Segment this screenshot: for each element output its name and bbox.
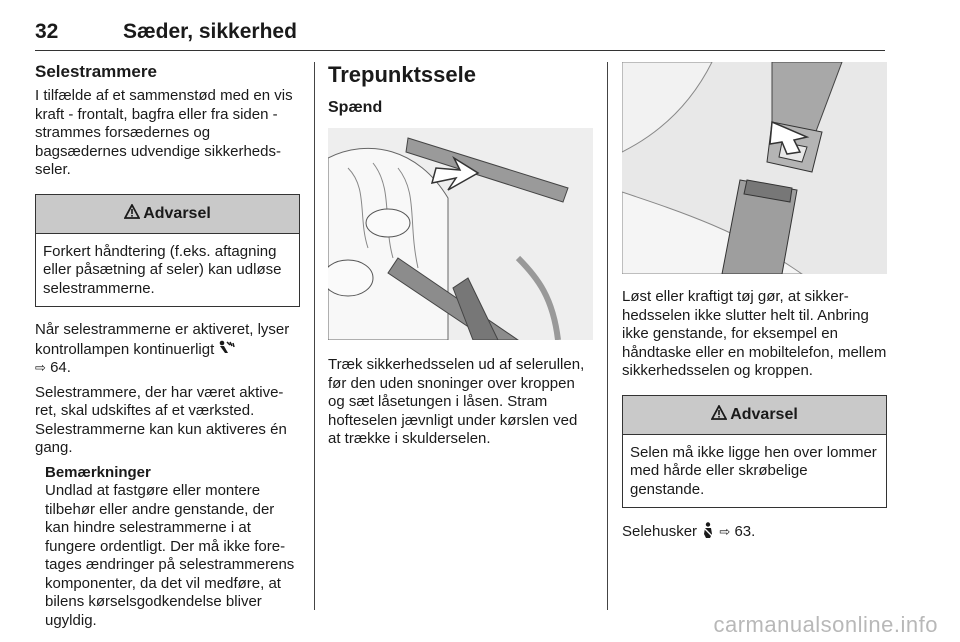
column-divider — [314, 62, 315, 610]
warning-box — [35, 194, 300, 308]
warning-title: Advarsel — [143, 204, 211, 222]
warning-triangle-icon — [711, 405, 727, 424]
paragraph: Selestrammere, der har været aktiveret, skal udskiftes af et værksted. Selestrammerne kan kun aktiveres én gang. — [35, 383, 287, 456]
warning-box — [622, 395, 887, 509]
paragraph — [35, 321, 300, 378]
illustration-buckle-seatbelt — [328, 128, 593, 340]
illustration-buckle-latch — [622, 62, 887, 274]
page-header — [35, 14, 885, 51]
page-ref-arrow-icon: ⇨ — [35, 360, 46, 375]
page-ref[interactable]: 64. — [50, 359, 71, 376]
note-title: Bemærkninger — [45, 463, 151, 481]
page-number: 32 — [35, 20, 59, 43]
note-block — [35, 464, 300, 631]
warning-triangle-icon — [124, 204, 140, 223]
warning-header — [36, 195, 299, 234]
chapter-title: Sæder, sikkerhed — [123, 20, 297, 43]
section-heading: Selestrammere — [35, 62, 157, 81]
paragraph: Løst eller kraftigt tøj gør, at sikkerhedsselen ikke slutter helt til. Anbring ikke genstande, for eksempel en håndtaske eller en mobiltelefon, mellem sikkerhedsselen og kroppen. — [622, 288, 887, 379]
paragraph: I tilfælde af et sammenstød med en vis kraft - frontalt, bagfra eller fra siden - strammes forsædernes og bagsædernes udvendige sikkerhedsseler. — [35, 87, 293, 178]
warning-text: Forkert håndtering (f.eks. aftagning eller påsætning af seler) kan udløse selestrammerne. — [43, 242, 282, 297]
paragraph: Træk sikkerhedsselen ud af selerullen, før den uden snoninger over kroppen og sæt låsetungen i låsen. Stram hofteselen jævnligt under kørslen ved at trække i skulderselen. — [328, 356, 585, 447]
column-1 — [35, 62, 300, 636]
column-3 — [622, 62, 887, 548]
column-2 — [328, 62, 593, 455]
column-divider — [607, 62, 608, 610]
sub-heading: Spænd — [328, 99, 383, 116]
seatbelt-lamp-icon — [218, 341, 236, 358]
watermark: carmanualsonline.info — [713, 612, 938, 637]
warning-text: Selen må ikke ligge hen over lommer med hårde eller skrøbelige genstande. — [630, 443, 877, 498]
warning-header — [623, 396, 886, 435]
page-ref-arrow-icon: ⇨ — [719, 524, 731, 539]
seatbelt-reminder-icon — [701, 523, 719, 540]
section-heading: Trepunktssele — [328, 62, 476, 87]
warning-title: Advarsel — [730, 405, 798, 423]
reminder-label: Selehusker — [622, 523, 698, 540]
paragraph — [622, 522, 887, 542]
note-text: Undlad at fastgøre eller montere tilbehør eller andre genstande, der kan hindre selestrammerne i at fungere ordentligt. Der må ikke foretages ændringer på selestrammerens komponenter, da det vil medføre, at bilens kørselsgodkendelse bliver ugyldig. — [45, 482, 295, 629]
paragraph-text: Når selestrammerne er aktiveret, lyser kontrollampen kontinuerligt — [35, 321, 290, 358]
page-ref[interactable]: 63. — [734, 523, 756, 540]
